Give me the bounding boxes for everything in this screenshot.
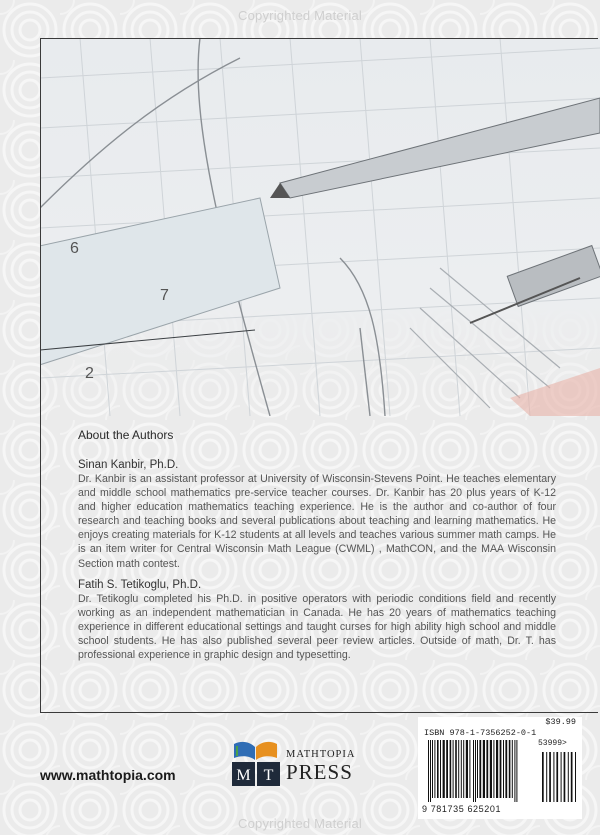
barcode-bar — [458, 740, 459, 798]
barcode-bar — [496, 740, 498, 798]
barcode-bar — [434, 740, 435, 798]
addon-bar — [546, 752, 547, 802]
svg-text:7: 7 — [160, 287, 169, 304]
isbn-label: ISBN 978-1-7356252-0-1 — [424, 728, 537, 738]
author-1-name: Sinan Kanbir, Ph.D. — [78, 459, 179, 471]
barcode-bar — [493, 740, 494, 798]
barcode-bar — [461, 740, 462, 798]
copyright-watermark-bottom: Copyrighted Material — [238, 816, 362, 831]
addon-bar — [571, 752, 573, 802]
addon-bar — [549, 752, 551, 802]
barcode-bar — [437, 740, 439, 798]
addon-bar — [575, 752, 576, 802]
website-url: www.mathtopia.com — [40, 767, 176, 783]
barcode-bar — [477, 740, 478, 798]
barcode-bar — [466, 740, 468, 798]
barcode-bar — [455, 740, 457, 798]
about-authors-section — [78, 428, 556, 662]
author-2-bio: Dr. Tetikoglu completed his Ph.D. in positive operators with periodic conditions field and recently working as an independent mathematician in Canada. He has 20 years of mathematics teaching experience in different educational settings and taught curses for high ability high school and middle school students. He has also published several peer review articles. Outside of math, Dr. T. has professional experience in graphic design and typesetting. — [78, 592, 556, 662]
about-heading: About the Authors — [78, 428, 174, 442]
price-label: $39.99 — [545, 717, 576, 727]
barcode-bar — [446, 740, 448, 798]
publisher-name-line1: MATHTOPIA — [286, 749, 356, 760]
svg-text:2: 2 — [85, 365, 94, 382]
barcode-bar — [500, 740, 502, 798]
barcode-bar — [430, 740, 431, 802]
addon-bar — [556, 752, 558, 802]
barcode-bar — [486, 740, 488, 798]
barcode-bar — [443, 740, 445, 798]
barcode-bar — [483, 740, 485, 798]
logo-monogram-t: T — [263, 767, 274, 784]
barcode-digits: 9 781735 625201 — [422, 804, 502, 814]
barcode-bar — [432, 740, 433, 798]
barcode-bar — [428, 740, 429, 802]
barcode-bar — [479, 740, 481, 798]
logo-monogram-m: M — [236, 767, 251, 784]
addon-bar — [564, 752, 566, 802]
barcode-bar — [469, 740, 470, 798]
barcode-bar — [453, 740, 454, 798]
isbn-barcode-block — [418, 717, 582, 819]
barcode-bar — [505, 740, 507, 798]
copyright-watermark-top: Copyrighted Material — [238, 8, 362, 23]
addon-bar — [561, 752, 562, 802]
barcode-bar — [450, 740, 452, 798]
barcode-bar — [440, 740, 441, 798]
ean-barcode — [426, 740, 576, 804]
addon-bar — [568, 752, 569, 802]
barcode-bar — [514, 740, 515, 802]
svg-text:6: 6 — [70, 240, 79, 257]
barcode-bar — [503, 740, 504, 798]
barcode-bar — [512, 740, 513, 798]
publisher-logo — [228, 738, 378, 794]
publisher-name-line2: PRESS — [286, 760, 353, 784]
barcode-bar — [490, 740, 492, 798]
barcode-bar — [473, 740, 474, 802]
barcode-bar — [516, 740, 517, 802]
barcode-bar — [509, 740, 511, 798]
author-2-name: Fatih S. Tetikoglu, Ph.D. — [78, 578, 202, 591]
open-book-icon — [228, 738, 284, 794]
addon-bar — [542, 752, 544, 802]
addon-bar — [553, 752, 554, 802]
price-addon-code: 53999> — [538, 739, 567, 748]
barcode-bar — [463, 740, 464, 798]
author-1-bio: Dr. Kanbir is an assistant professor at University of Wisconsin-Stevens Point. He teaches elementary and middle school mathematics pre-service teacher courses. Dr. Kanbir has 20 plus years of K-12 and higher education mathematics teaching experience. He is the author and co-author of four research and teaching books and several publications about teaching and learning mathematics. He enjoys creating materials for K-12 students at all levels and teaches various summer math camps. He is an item writer for Central Wisconsin Math League (CWML) , MathCON, and the MAA Wisconsin Section math contest. — [78, 473, 556, 570]
barcode-bar — [475, 740, 476, 802]
